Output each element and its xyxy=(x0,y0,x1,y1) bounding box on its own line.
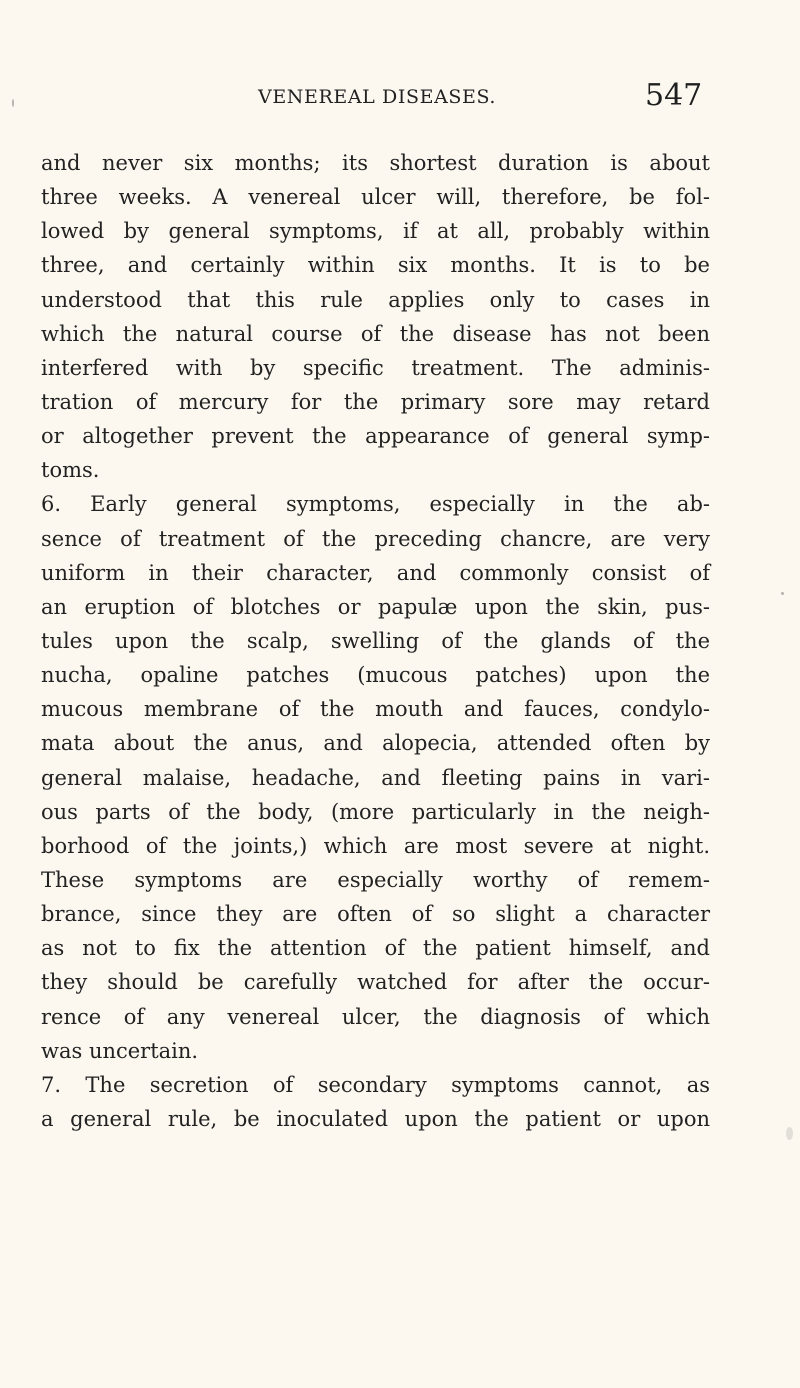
text-line: mucous membrane of the mouth and fauces, condylo- xyxy=(41,697,710,722)
text-line: mata about the anus, and alopecia, attended often by xyxy=(41,731,710,756)
text-line: brance, since they are often of so slight a character xyxy=(41,902,710,927)
text-line: tration of mercury for the primary sore may retard xyxy=(41,389,710,414)
text-line: interfered with by specific treatment. The adminis- xyxy=(41,355,710,380)
running-head: VENEREAL DISEASES. xyxy=(258,86,497,108)
text-line: they should be carefully watched for after the occur- xyxy=(41,970,710,995)
text-line: an eruption of blotches or papulæ upon the skin, pus- xyxy=(41,594,710,619)
text-line: 6. Early general symptoms, especially in the ab- xyxy=(41,492,710,517)
text-line: borhood of the joints,) which are most severe at night. xyxy=(41,833,710,858)
page-header xyxy=(0,80,800,120)
paper-speck xyxy=(786,1127,793,1140)
text-line: was uncertain. xyxy=(41,1038,199,1063)
text-line: uniform in their character, and commonly consist of xyxy=(41,560,710,585)
text-line: lowed by general symptoms, if at all, probably within xyxy=(41,219,710,244)
text-line: tules upon the scalp, swelling of the glands of the xyxy=(41,628,710,653)
text-line: or altogether prevent the appearance of general symp- xyxy=(41,424,710,449)
text-line: three, and certainly within six months. It is to be xyxy=(41,253,710,278)
text-line: general malaise, headache, and fleeting pains in vari- xyxy=(41,765,710,790)
text-line: toms. xyxy=(41,458,100,483)
text-line: ous parts of the body, (more particularly in the neigh- xyxy=(41,799,710,824)
text-line: 7. The secretion of secondary symptoms cannot, as xyxy=(41,1072,710,1097)
text-line: which the natural course of the disease has not been xyxy=(41,321,710,346)
text-line: These symptoms are especially worthy of remem- xyxy=(41,867,710,892)
text-line: as not to fix the attention of the patient himself, and xyxy=(41,936,710,961)
text-line: rence of any venereal ulcer, the diagnosis of which xyxy=(41,1004,710,1029)
page-number: 547 xyxy=(645,78,703,113)
body-text xyxy=(41,146,710,1136)
text-line: nucha, opaline patches (mucous patches) upon the xyxy=(41,663,710,688)
text-line: three weeks. A venereal ulcer will, therefore, be fol- xyxy=(41,185,710,210)
text-line: understood that this rule applies only to cases in xyxy=(41,287,710,312)
paper-speck xyxy=(12,99,14,107)
paper-speck xyxy=(781,592,784,595)
text-line: a general rule, be inoculated upon the patient or upon xyxy=(41,1106,710,1131)
text-line: sence of treatment of the preceding chancre, are very xyxy=(41,526,710,551)
text-line: and never six months; its shortest duration is about xyxy=(41,151,710,175)
